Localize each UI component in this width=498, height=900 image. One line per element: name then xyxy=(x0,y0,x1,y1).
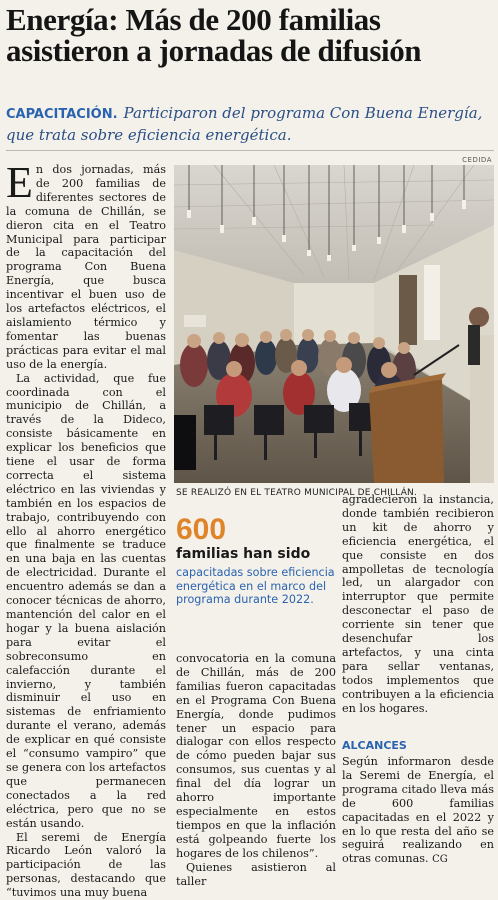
photo-caption: SE REALIZÓ EN EL TEATRO MUNICIPAL DE CHILLÁN. xyxy=(176,488,417,498)
event-photo xyxy=(174,165,494,483)
deck xyxy=(6,103,494,146)
highlight-number: 600 xyxy=(176,513,226,547)
photo-credit: CEDIDA xyxy=(462,156,492,164)
paragraph: La actividad, que fue coordinada con el municipio de Chillán, a través de la Dideco, consiste básicamente en explicar los beneficios que tiene el usar de forma correcta el sistema eléctrico en las viviendas y también en los espacios de trabajo, contribuyendo con ello al ahorro energético que finalmente se traduce en una baja en las cuentas de electricidad. Durante el encuentro además se dan a conocer técnicas de ahorro, mantención del calor en el hogar y la buena aislación para evitar el sobreconsumo en calefacción durante el invierno, y también disminuir el uso en sistemas de enfriamiento durante el verano, además de explicar en qué consiste el “consumo vampiro” que se genera con los artefactos que permanecen conectados a la red eléctrica, pero que no se están usando. xyxy=(6,372,166,831)
paragraph: agradecieron la instancia, donde también recibieron un kit de ahorro y eficiencia energética, el que consiste en dos ampolletas de tecnología led, un alargador con interruptor que permite desconectar el paso de corriente sin tener que desenchufar los artefactos, y una cinta para sellar ventanas, todos implementos que contribuyen a la eficiencia en los hogares. xyxy=(342,493,494,716)
paragraph: convocatoria en la comuna de Chillán, más de 200 familias fueron capacitadas en el Programa Con Buena Energía, donde pudimos tener un espacio para dialogar con ellos respecto de cómo pueden bajar sus consumos, sus cuentas y al final del día lograr un ahorro importante especialmente en estos tiempos en que la inflación está golpeando fuerte los hogares de los chilenos”. xyxy=(176,652,336,861)
paragraph: El seremi de Energía Ricardo León valoró la participación de las personas, destacando que “tuvimos una muy buena xyxy=(6,831,166,900)
article-column-2 xyxy=(176,652,336,888)
deck-kicker: CAPACITACIÓN. xyxy=(6,107,118,122)
drop-cap: E xyxy=(6,163,36,201)
headline: Energía: Más de 200 familias asistieron a jornadas de difusión xyxy=(6,4,494,66)
highlight-detail: capacitadas sobre eficiencia energética en el marco del programa durante 2022. xyxy=(176,566,336,607)
article-column-3-continued xyxy=(342,755,494,867)
article-column-3 xyxy=(342,493,494,716)
paragraph: Según informaron desde la Seremi de Energía, el programa citado lleva más de 600 familias capacitadas en el 2022 y en lo que resta del año se seguirá realizando en otras comunas. CG xyxy=(342,755,494,867)
theater-audience-photo xyxy=(174,165,494,483)
author-signature: CG xyxy=(432,854,448,865)
deck-rule xyxy=(6,150,494,151)
deck-text: Participaron del programa Con Buena Energía, que trata sobre eficiencia energética. xyxy=(6,104,482,144)
section-heading: ALCANCES xyxy=(342,739,407,752)
paragraph: En dos jornadas, más de 200 familias de diferentes sectores de la comuna de Chillán, se dieron cita en el Teatro Municipal para participar de la capacitación del programa Con Buena Energía, que busca incentivar el buen uso de los artefactos eléctricos, el aislamiento térmico y fomentar las buenas prácticas para evitar el mal uso de la energía. xyxy=(6,163,166,372)
article-column-1 xyxy=(6,163,166,900)
paragraph: Quienes asistieron al taller xyxy=(176,861,336,889)
highlight-label: familias han sido xyxy=(176,546,310,562)
